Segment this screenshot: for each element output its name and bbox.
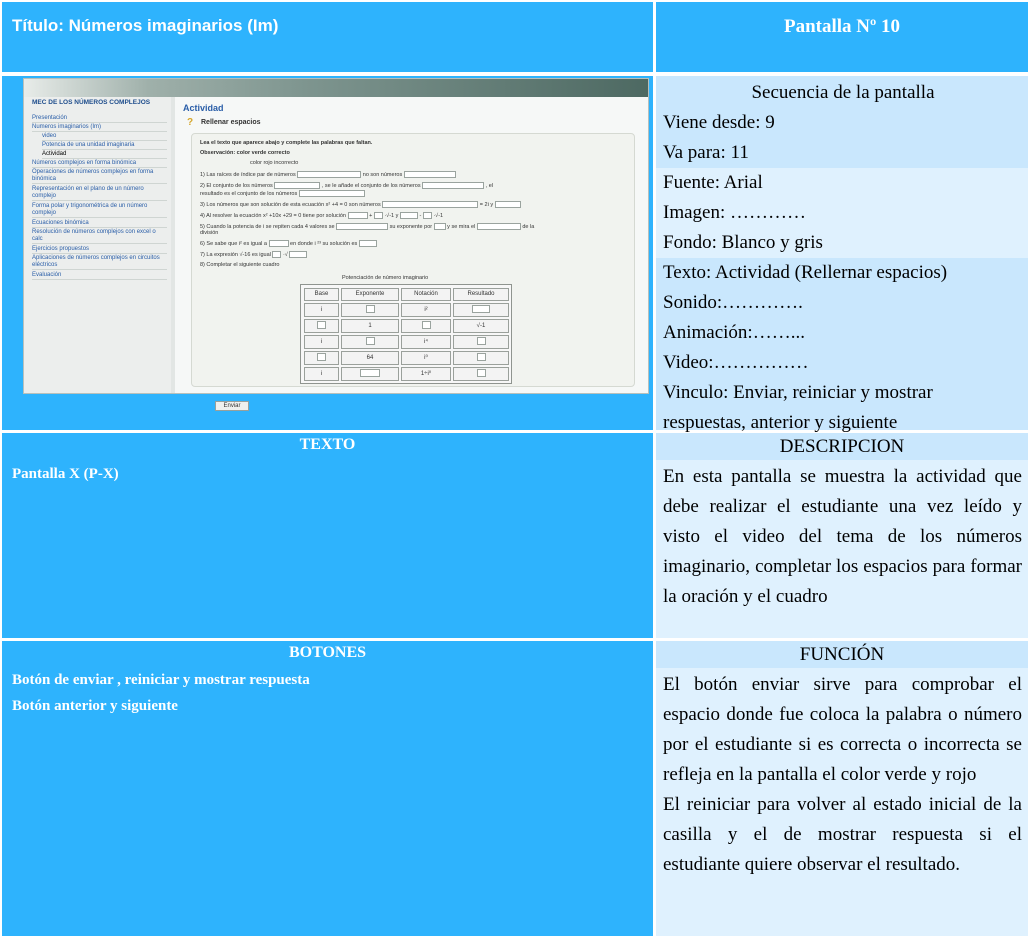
blank-input[interactable] xyxy=(400,212,418,219)
sidebar-item: Aplicaciones de números complejos en circuitos eléctricos xyxy=(32,255,167,270)
blank-input[interactable] xyxy=(360,369,380,377)
botones-line1: Botón de enviar , reiniciar y mostrar respuesta xyxy=(12,672,310,688)
title-cell xyxy=(2,2,653,72)
table-header: Exponente xyxy=(341,288,399,301)
function-paragraph-2: El reiniciar para volver al estado inicial de la casilla y el de mostrar respuesta si el estudiante quiere observar el resultado. xyxy=(663,794,1022,875)
blank-input[interactable] xyxy=(423,212,432,219)
texto-header: TEXTO xyxy=(299,436,356,453)
question-5 xyxy=(200,223,534,230)
blank-input[interactable] xyxy=(274,182,320,189)
table-title: Potenciación de número imaginario xyxy=(342,275,429,281)
table-cell xyxy=(453,335,509,349)
sequence-from: Viene desde: 9 xyxy=(663,112,775,133)
blank-input[interactable] xyxy=(272,251,281,258)
botones-content-cell xyxy=(2,668,653,936)
sidebar-item: Números complejos en forma binómica xyxy=(32,160,167,168)
descripcion-header: DESCRIPCION xyxy=(779,436,905,457)
blank-input[interactable] xyxy=(477,223,521,230)
q5-text-a: 5) Cuando la potencia de i se repiten cada 4 valores se xyxy=(200,223,335,230)
table-cell: i xyxy=(304,335,339,349)
table-cell xyxy=(304,319,339,333)
table-cell: 64 xyxy=(341,351,399,365)
activity-screenshot xyxy=(23,78,649,409)
table-cell xyxy=(304,351,339,365)
q1-text-b: no son números xyxy=(362,171,403,178)
function-text xyxy=(663,670,1022,880)
q4-text-d: - xyxy=(419,212,422,219)
sidebar-item: Evaluación xyxy=(32,272,167,280)
q2-text-b: , se le añade el conjunto de los números xyxy=(321,182,421,189)
descripcion-header-cell xyxy=(656,433,1028,460)
question-6 xyxy=(200,240,377,247)
question-2-cont xyxy=(200,190,365,197)
blank-input[interactable] xyxy=(366,305,375,313)
question-7 xyxy=(200,251,307,258)
observation-2: color rojo incorrecto xyxy=(250,160,299,166)
table-cell: i xyxy=(304,303,339,317)
funcion-header: FUNCIÓN xyxy=(799,644,885,665)
blank-input[interactable] xyxy=(477,369,486,377)
blank-input[interactable] xyxy=(422,182,484,189)
blank-input[interactable] xyxy=(404,171,456,178)
blank-input[interactable] xyxy=(472,305,490,313)
screenshot-main xyxy=(175,97,648,409)
blank-input[interactable] xyxy=(359,240,377,247)
q6-text-a: 6) Se sabe que i² es igual a xyxy=(200,240,267,247)
table-header: Notación xyxy=(401,288,451,301)
sidebar-item: Representación en el plano de un número complejo xyxy=(32,186,167,201)
botones-header-cell xyxy=(2,641,653,668)
question-1 xyxy=(200,171,456,178)
table-cell xyxy=(453,303,509,317)
table-cell xyxy=(341,335,399,349)
botones-header: BOTONES xyxy=(288,644,367,661)
blank-input[interactable] xyxy=(477,337,486,345)
table-cell xyxy=(341,303,399,317)
sequence-heading: Secuencia de la pantalla xyxy=(751,82,935,103)
screen-number: Pantalla Nº 10 xyxy=(783,16,901,37)
texto-header-cell xyxy=(2,433,653,460)
blank-input[interactable] xyxy=(299,190,365,197)
question-2 xyxy=(200,182,493,189)
observation: Observación: color verde correcto xyxy=(200,150,290,156)
table-cell xyxy=(401,319,451,333)
table-cell: i⁴ xyxy=(401,335,451,349)
question-4 xyxy=(200,212,443,219)
funcion-header-cell xyxy=(656,641,1028,668)
document-title: Título: Números imaginarios (Im) xyxy=(12,16,279,35)
q4-text-e: ·√-1 xyxy=(433,212,444,219)
q4-text-b: + xyxy=(369,212,373,219)
botones-line2: Botón anterior y siguiente xyxy=(12,698,178,714)
blank-input[interactable] xyxy=(317,353,326,361)
blank-input[interactable] xyxy=(269,240,289,247)
sidebar-item: Potencia de una unidad imaginaria xyxy=(42,142,167,150)
blank-input[interactable] xyxy=(477,353,486,361)
power-table xyxy=(300,284,512,384)
texto-content-cell xyxy=(2,460,653,638)
description-text: En esta pantalla se muestra la actividad que debe realizar el estudiante una vez leído y visto el video del tema de los números imaginario, completar los espacios para formar la oración y el cuadro xyxy=(663,466,1022,607)
question-8: 8) Completar el siguiente cuadro xyxy=(200,262,280,268)
screenshot-banner xyxy=(24,79,648,97)
sidebar-item: Presentación xyxy=(32,115,167,123)
media-text: Texto: Actividad (Rellernar espacios) xyxy=(663,262,948,283)
question-3 xyxy=(200,201,521,208)
blank-input[interactable] xyxy=(348,212,368,219)
send-button[interactable]: Enviar xyxy=(215,401,249,411)
q2-text-d: resultado es el conjunto de los números xyxy=(200,190,298,197)
q5-text-c: y se mira el xyxy=(447,223,476,230)
media-link-line2: respuestas, anterior y siguiente xyxy=(663,412,898,433)
table-header: Resultado xyxy=(453,288,509,301)
table-cell: 1÷i⁰ xyxy=(401,367,451,381)
q5-text-e: división xyxy=(200,230,219,236)
blank-input[interactable] xyxy=(297,171,361,178)
activity-title: Actividad xyxy=(183,103,224,113)
blank-input[interactable] xyxy=(374,212,383,219)
blank-input[interactable] xyxy=(422,321,431,329)
sidebar-item: Actividad xyxy=(42,151,167,159)
media-sound: Sonido:…………. xyxy=(663,292,803,313)
q3-text-a: 3) Los números que son solución de esta ecuación x² +4 = 0 son números xyxy=(200,201,381,208)
format-font: Fuente: Arial xyxy=(663,172,763,193)
q4-text-a: 4) Al resolver la ecuación x² +10x +29 = 0 tiene por solución xyxy=(200,212,346,219)
table-header: Base xyxy=(304,288,339,301)
q2-text-a: 2) El conjunto de los números xyxy=(200,182,273,189)
format-background: Fondo: Blanco y gris xyxy=(663,232,823,253)
activity-subtitle: Rellenar espacios xyxy=(201,119,261,126)
texto-content: Pantalla X (P-X) xyxy=(12,466,119,482)
table-cell: 1 xyxy=(341,319,399,333)
question-icon: ? xyxy=(187,117,194,128)
sidebar-item: Ecuaciones binómica xyxy=(32,220,167,228)
q2-text-c: , el xyxy=(485,182,493,189)
blank-input[interactable] xyxy=(317,321,326,329)
screenshot-sidebar xyxy=(24,97,171,393)
table-cell xyxy=(341,367,399,381)
sidebar-item: Forma polar y trigonométrica de un número complejo xyxy=(32,203,167,218)
table-cell: i xyxy=(304,367,339,381)
instructions: Lea el texto que aparece abajo y complete las palabras que faltan. xyxy=(200,140,373,146)
q5-text-d: de la xyxy=(522,223,535,230)
table-cell xyxy=(453,367,509,381)
sidebar-item: Ejercicios propuestos xyxy=(32,246,167,254)
table-cell: i² xyxy=(401,303,451,317)
blank-input[interactable] xyxy=(434,223,446,230)
table-cell: √-1 xyxy=(453,319,509,333)
activity-panel xyxy=(191,133,635,409)
q1-text-a: 1) Las raíces de índice par de números xyxy=(200,171,296,178)
media-animation: Animación:……... xyxy=(663,322,805,343)
q5-text-b: su exponente por xyxy=(389,223,433,230)
q4-text-c: ·√-1 y xyxy=(384,212,399,219)
blank-input[interactable] xyxy=(289,251,307,258)
function-paragraph-1: El botón enviar sirve para comprobar el espacio donde fue coloca la palabra o número por el estudiante si es correcta o incorrecta se refleja en la pantalla el color verde y rojo xyxy=(663,674,1022,785)
sidebar-item: Operaciones de números complejos en forma binómica xyxy=(32,169,167,184)
q7-text-b: ·√ xyxy=(282,251,288,258)
media-video: Video:…………… xyxy=(663,352,809,373)
sidebar-item: Numeros imaginarios (Im) xyxy=(32,124,167,132)
table-cell: i⁰ xyxy=(401,351,451,365)
sequence-to: Va para: 11 xyxy=(663,142,749,163)
sidebar-item: Resolución de números complejos con excel o calc xyxy=(32,229,167,244)
sidebar-item: video xyxy=(42,133,167,141)
q7-text-a: 7) La expresión √-16 es igual xyxy=(200,251,271,258)
media-link-line1: Vinculo: Enviar, reiniciar y mostrar xyxy=(663,382,933,403)
blank-input[interactable] xyxy=(366,337,375,345)
blank-input[interactable] xyxy=(495,201,521,208)
blank-input[interactable] xyxy=(382,201,478,208)
screenshot-sidebar-title: MEC DE LOS NÚMEROS COMPLEJOS xyxy=(32,99,151,106)
blank-input[interactable] xyxy=(336,223,388,230)
format-image: Imagen: ………… xyxy=(663,202,807,223)
q3-text-b: = 2i y xyxy=(479,201,494,208)
screen-number-cell xyxy=(656,2,1028,72)
q6-text-b: en donde i ²³ su solución es xyxy=(290,240,358,247)
table-cell xyxy=(453,351,509,365)
